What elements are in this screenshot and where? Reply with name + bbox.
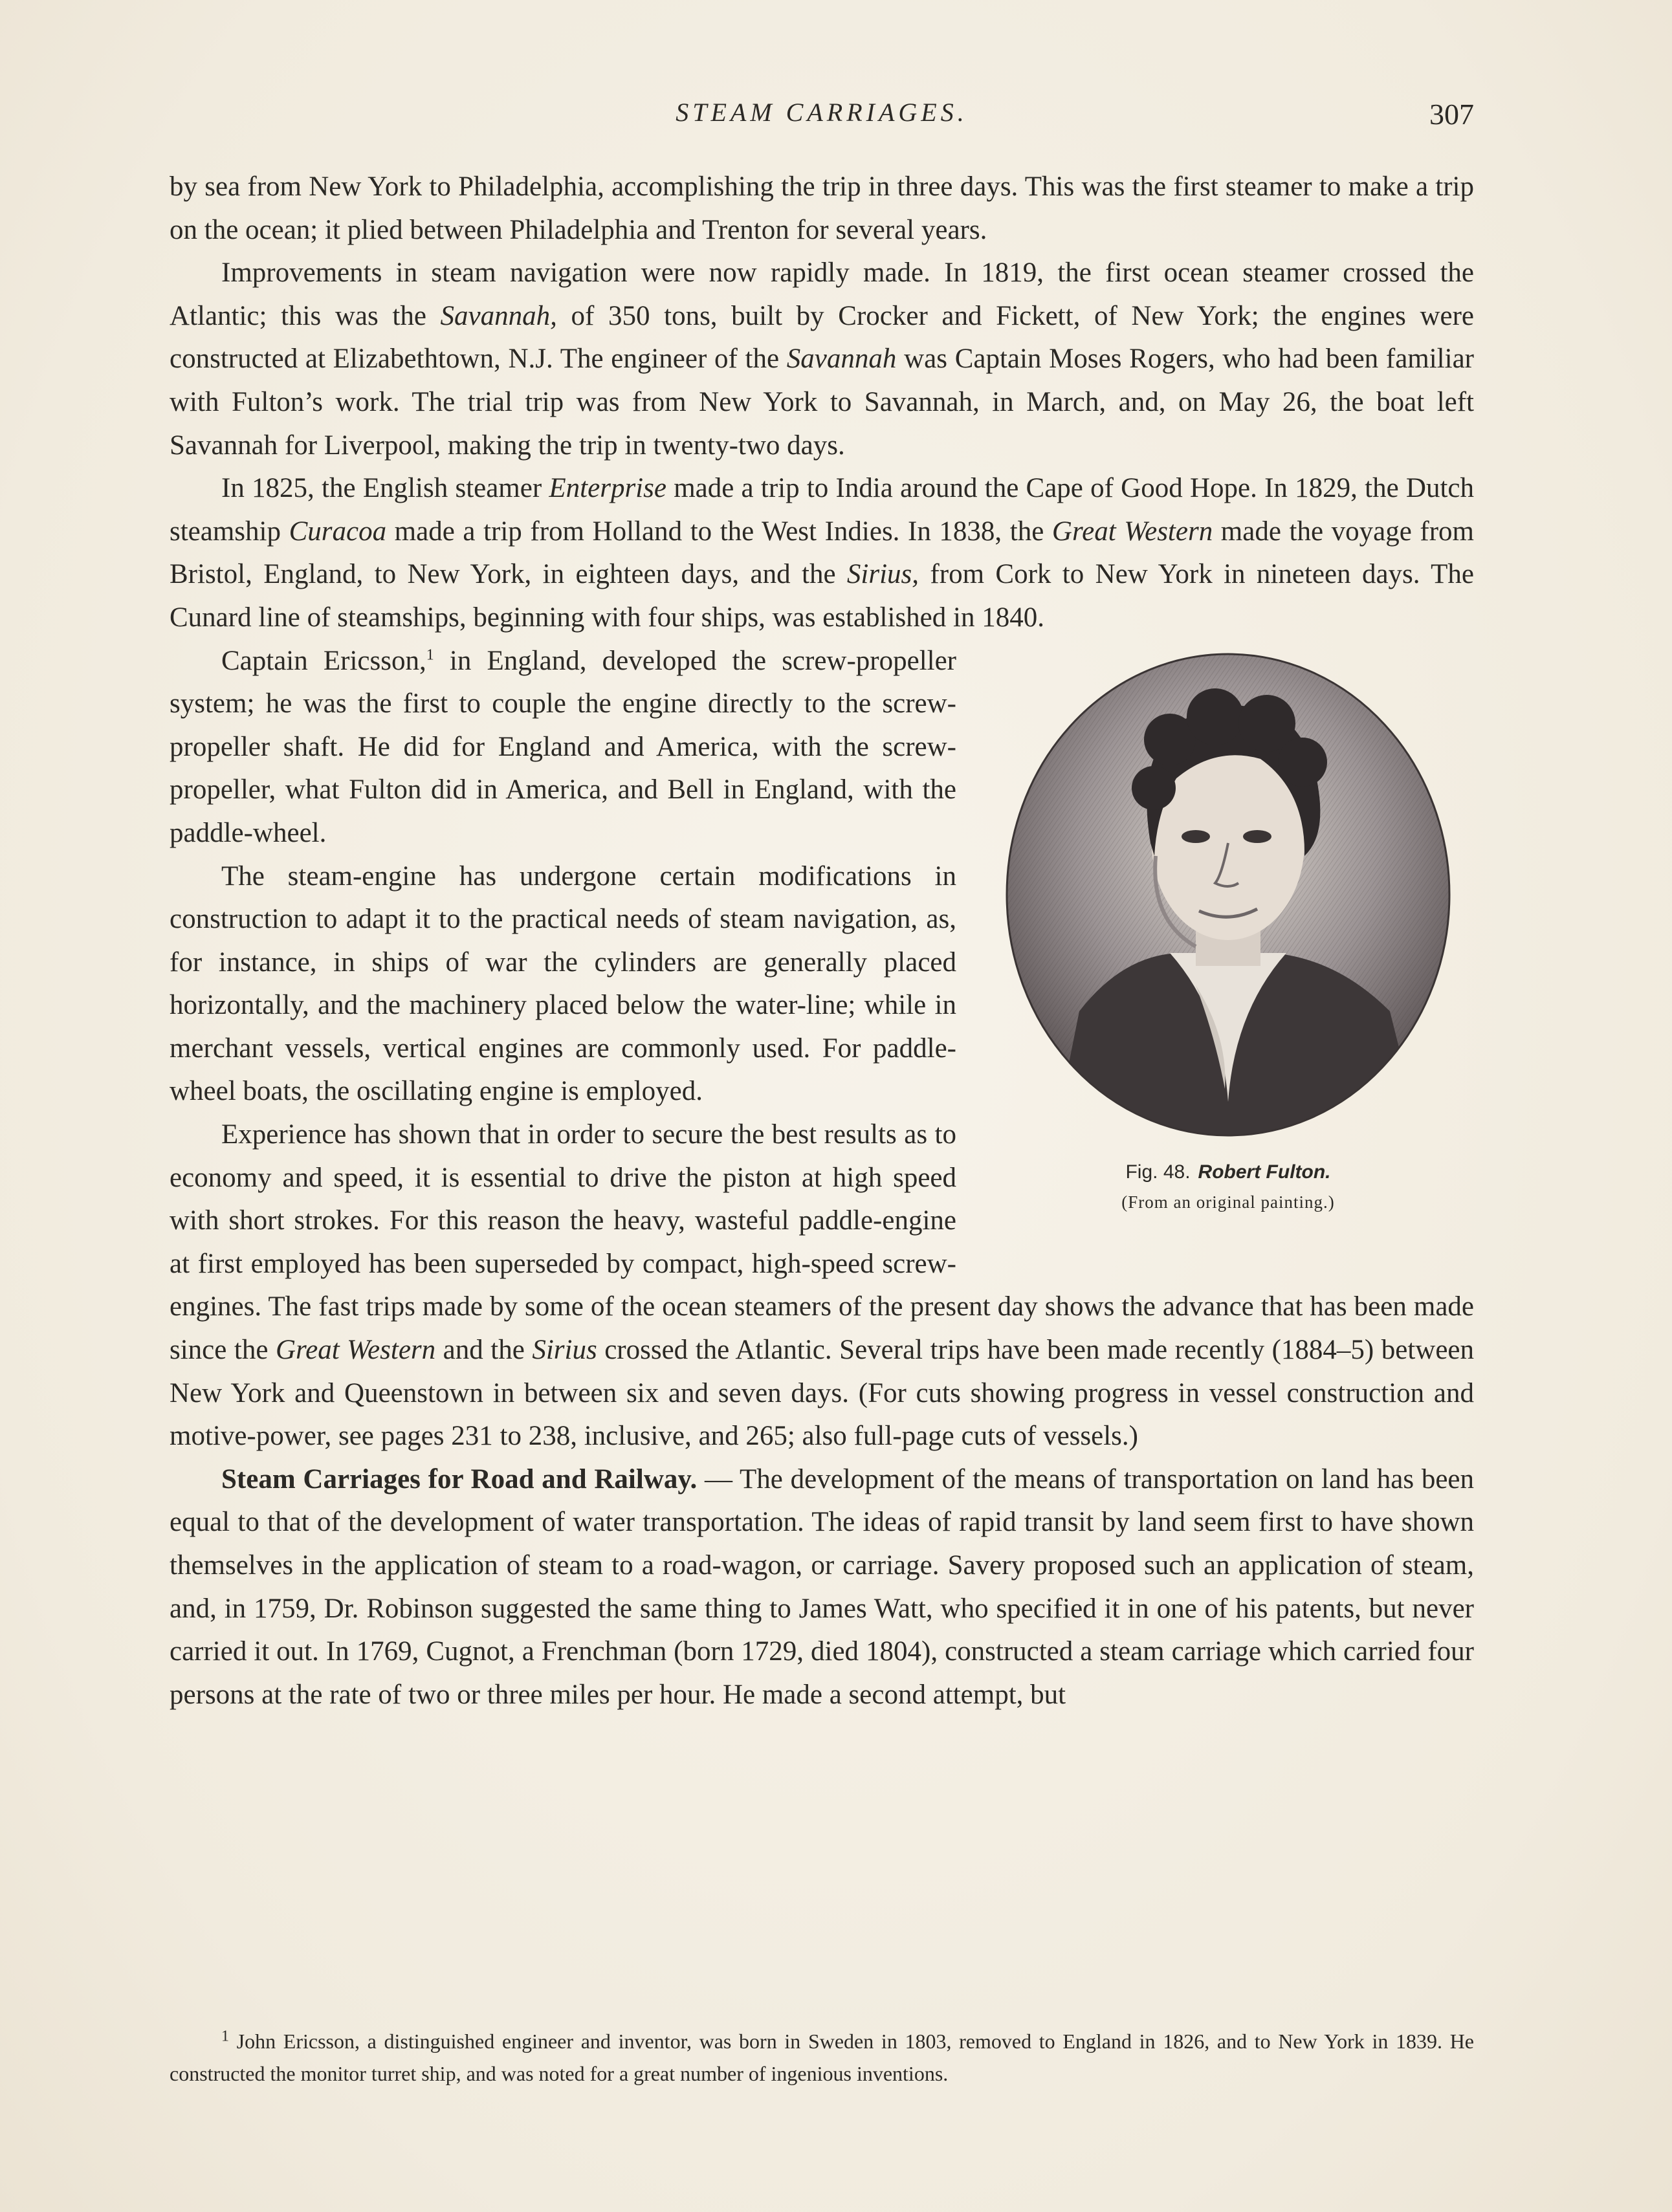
text-run: was Captain Moses Rogers, who had been familiar with Fulton’s work. The trial trip was from New York to Savannah, in March, and, on May 26, the boat left Savannah for Liverpool, making the trip in twenty-two days. [170,344,1474,461]
footnote-1 [170,2025,1474,2090]
text-run: Improvements in steam navigation were now rapidly made. In 1819, the first ocean steamer crossed the Atlantic; this was the [170,257,1474,331]
left-eye [1182,830,1210,843]
running-title: STEAM CARRIAGES. [676,98,968,127]
text-run: from Cork to New York in nineteen days. The Cunard line of steamships, beginning with four ships, was established in 1840. [170,559,1474,633]
ship-name: Savannah [786,344,897,375]
page-number: 307 [1429,98,1474,131]
text-run: made a trip from Holland to the West Indies. In 1838, the [386,516,1052,547]
figure-source: (From an original painting.) [1121,1192,1335,1212]
footnote-text: John Ericsson, a distinguished engineer and inventor, was born in Sweden in 1803, removed to England in 1826, and to New York in 1839. He constructed the monitor turret ship, and was noted for a great number of ingenious inventions. [170,2030,1474,2085]
ship-name: Enterprise [549,473,666,504]
ship-name: Curacoa [289,516,387,547]
text-run: Experience has shown that in order to secure the best results as to economy and speed, it is essential to drive the piston at high speed with short strokes. For this reason the heavy, wasteful paddle-engine at first employed has been superseded by compact, high-speed screw-engines. The fast trips made by some of the ocean steamers of the present day shows the advance that has been made since the [170,1119,1474,1366]
ship-name: Great Western [275,1335,436,1366]
ship-name: Sirius, [846,559,919,590]
paragraph-7 [170,1458,1474,1717]
text-run: in England, developed the screw-propeller system; he was the first to couple the engine directly to the screw-propeller shaft. He did for England and America, with the screw-propeller, what Fulton did in America, and Bell in England, with the paddle-wheel. [170,645,956,848]
text-run: Captain Ericsson, [221,645,426,676]
ship-name: Sirius [532,1335,597,1366]
running-head [170,97,1474,136]
paragraph-1: by sea from New York to Philadelphia, accomplishing the trip in three days. This was the first steamer to make a trip on the ocean; it plied between Philadelphia and Trenton for several years. [170,171,1474,245]
text-run: made the voyage from Bristol, England, to New York, in eighteen days, and the [170,516,1474,590]
figure-robert-fulton [982,640,1474,1258]
text-run: and the [435,1335,533,1366]
ship-name: Great Western [1051,516,1213,547]
figure-label: Fig. 48. [1125,1161,1191,1183]
paragraph-5: The steam-engine has undergone certain modifications in construction to adapt it to the practical needs of steam navigation, as, for instance, in ships of war the cylinders are generally placed horizontally, and the machinery placed below the water-line; while in merchant vessels, vertical engines are commonly used. For paddle-wheel boats, the oscillating engine is employed. [170,860,956,1107]
body-text [170,166,1474,1716]
section-heading: Steam Carriages for Road and Railway. [221,1463,698,1495]
figure-name: Robert Fulton. [1198,1161,1331,1183]
text-run: of 350 tons, built by Crocker and Fickett, of New York; the engines were constructed at Elizabethtown, N.J. The engineer of the [170,300,1474,375]
portrait-engraving [1002,649,1455,1141]
footnotes [170,2025,1474,2090]
footnote-marker: 1 [426,646,434,664]
text-run: In 1825, the English steamer [221,473,549,504]
text-run: — The development of the means of transportation on land has been equal to that of the development of water transportation. The ideas of rapid transit by land seem first to have shown themselves in the application of steam to a road-wagon, or carriage. Savery proposed such an application of steam, and, in 1759, Dr. Robinson suggested the same thing to James Watt, who specified it in one of his patents, but never carried it out. In 1769, Cugnot, a Frenchman (born 1729, died 1804), constructed a steam carriage which carried four persons at the rate of two or three miles per hour. He made a second attempt, but [170,1463,1474,1710]
right-eye [1243,830,1271,843]
portrait-image [1002,649,1455,1141]
footnote-marker: 1 [221,2028,229,2045]
text-run: crossed the Atlantic. Several trips have been made recently (1884–5) between New York and Queenstown in between six and seven days. (For cuts showing progress in vessel construction and motive-power, see pages 231 to 238, inclusive, and 265; also full-page cuts of vessels.) [170,1335,1475,1452]
text-run: made a trip to India around the Cape of Good Hope. In 1829, the Dutch steamship [170,473,1475,547]
paragraph-3 [170,467,1474,639]
paragraph-2 [170,252,1474,467]
ship-name: Savannah, [440,300,557,331]
